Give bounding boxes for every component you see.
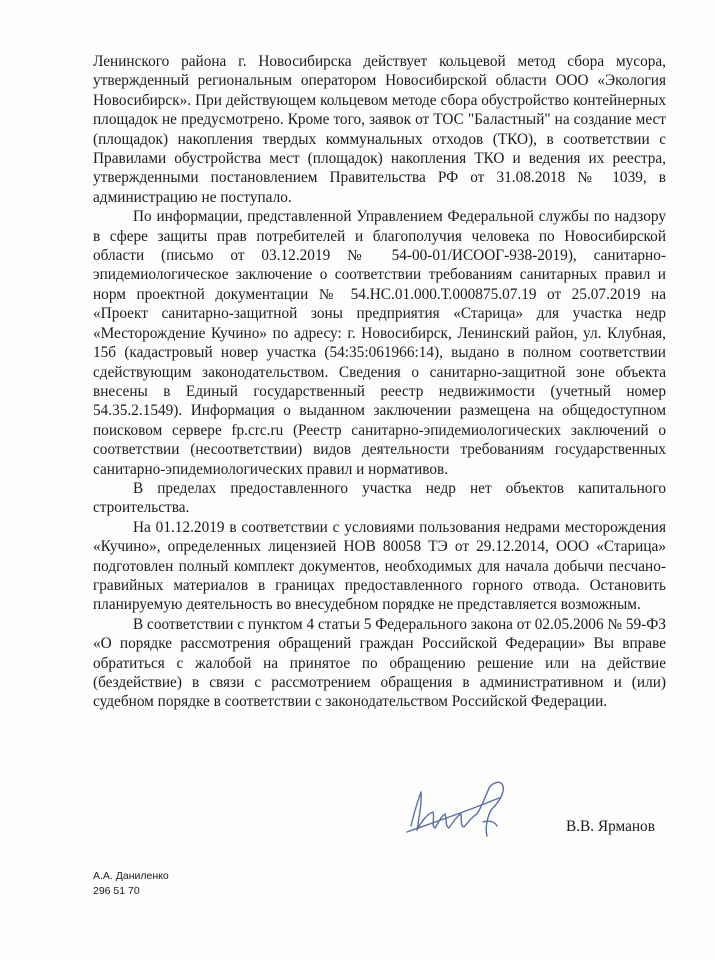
paragraph-no-construction: В пределах предоставленного участка недр нет объектов капитального строительства. <box>93 479 666 517</box>
paragraph-appeal-rights: В соответствии с пунктом 4 статьи 5 Федерального закона от 02.05.2006 № 59-ФЗ «О порядке рассмотрения обращений граждан Российской Федерации» Вы вправе обратиться с жалобой на принятое по обращению решение или на действие (бездействие) в связи с рассмотрением обращения в административном и (или) судебном порядке в соответствии с законодательством Российской Федерации. <box>93 615 666 711</box>
handwritten-signature <box>405 778 515 840</box>
paragraph-license: На 01.12.2019 в соответствии с условиями пользования недрами месторождения «Кучино», определенных лицензией НОВ 80058 ТЭ от 29.12.2014, ООО «Старица» подготовлен полный комплект документов, необходимых для начала добычи песчано-гравийных материалов в границах предоставленного горного отвода. Остановить планируемую деятельность во внесудебном порядке не представляется возможным. <box>93 518 666 614</box>
paragraph-sanitary-conclusion: По информации, представленной Управлением Федеральной службы по надзору в сфере защиты прав потребителей и благополучия человека по Новосибирской области (письмо от 03.12.2019 № 54-00-01/ИСООГ-938-2019), санитарно-эпидемиологическое заключение о соответствии требованиям санитарных правил и норм проектной документации № 54.НС.01.000.Т.000875.07.19 от 25.07.2019 на «Проект санитарно-защитной зоны предприятия «Старица» для участка недр «Месторождение Кучино» по адресу: г. Новосибирск, Ленинский район, ул. Клубная, 15б (кадастровый новер участка (54:35:061966:14), выдано в полном соответствии сдействующим законодательством. Сведения о санитарно-защитной зоне объекта внесены в Единый государственный реестр недвижимости (учетный номер 54.35.2.1549). Информация о выданном заключении размещена на общедоступном поисковом сервере fp.crc.ru (Реестр санитарно-эпидемиологических заключений о соответствии (несоответствии) видов деятельности требованиям государственных санитарно-эпидемиологических правил и нормативов. <box>93 208 666 478</box>
letter-body <box>93 52 666 712</box>
executor-phone: 296 51 70 <box>93 884 140 897</box>
executor-block <box>93 869 169 898</box>
signer-name: В.В. Ярманов <box>566 818 655 835</box>
executor-name: А.А. Даниленко <box>93 870 169 882</box>
paragraph-waste-collection: Ленинского района г. Новосибирска действует кольцевой метод сбора мусора, утвержденный региональным оператором Новосибирской области ООО «Экология Новосибирск». При действующем кольцевом методе сбора обустройство контейнерных площадок не предусмотрено. Кроме того, заявок от ТОС "Баластный" на создание мест (площадок) накопления твердых коммунальных отходов (ТКО), в соответствии с Правилами обустройства мест (площадок) накопления ТКО и ведения их реестра, утвержденными постановлением Правительства РФ от 31.08.2018 № 1039, в администрацию не поступало. <box>93 53 666 206</box>
